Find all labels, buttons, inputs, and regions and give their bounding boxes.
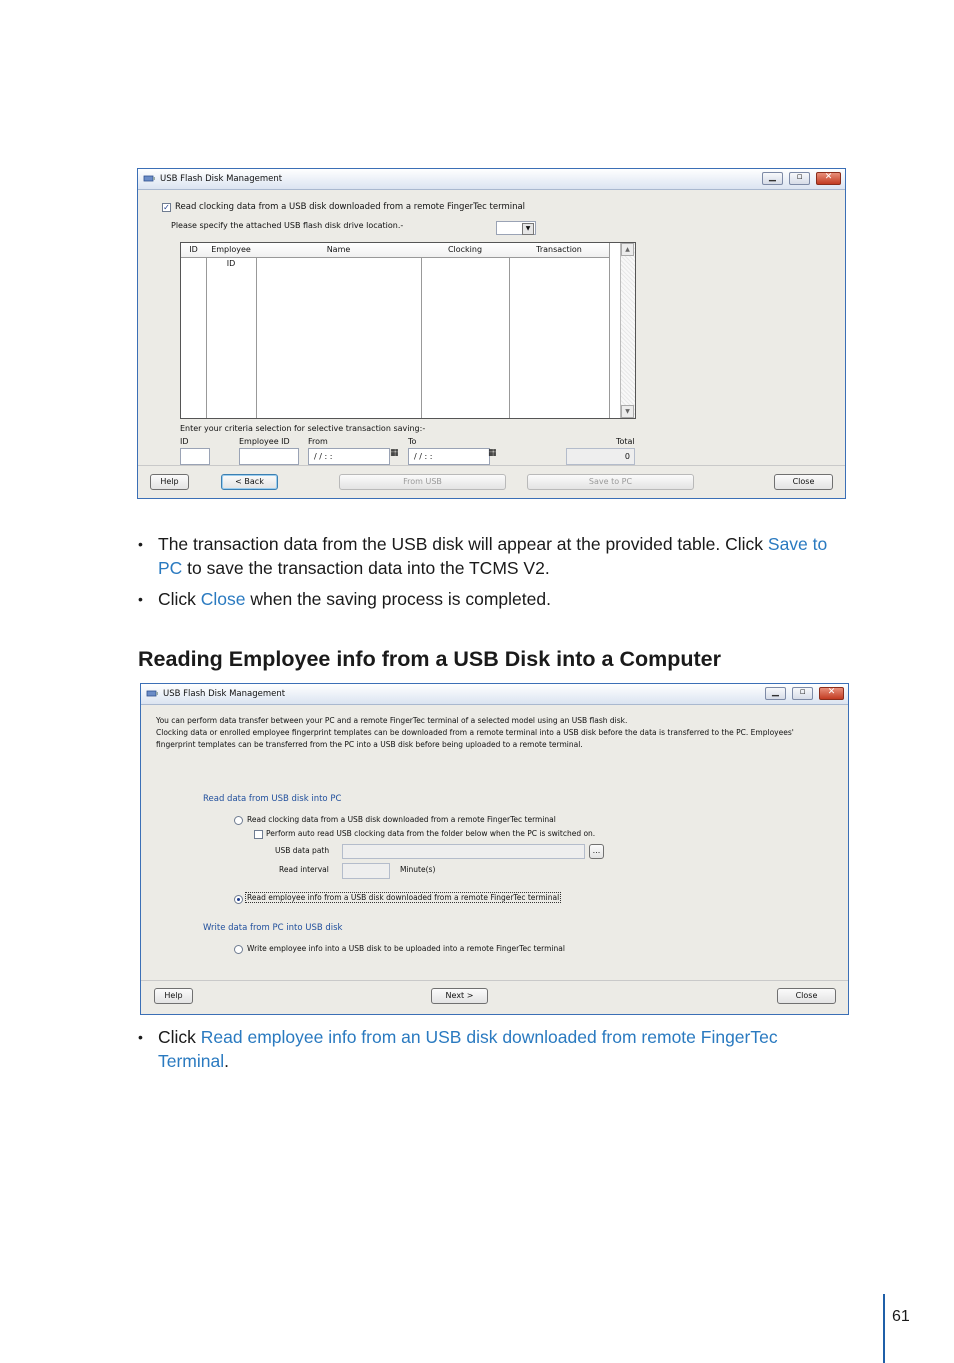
page-number-rule <box>883 1294 885 1363</box>
divider <box>138 465 845 466</box>
criteria-total-label: Total <box>616 437 635 446</box>
bullet-save-to-pc <box>138 532 848 580</box>
column-header-employee-id[interactable]: Employee ID <box>206 243 256 258</box>
title-bar <box>141 684 848 705</box>
criteria-employee-id-label: Employee ID <box>239 437 290 446</box>
auto-read-label: Perform auto read USB clocking data from the folder below when the PC is switched on. <box>266 829 596 838</box>
calendar-icon[interactable]: ▦ <box>488 448 497 458</box>
to-datetime-input[interactable]: / / : : <box>408 448 490 465</box>
read-interval-label: Read interval <box>279 865 329 874</box>
bullet-text: . <box>224 1051 230 1071</box>
from-datetime-input[interactable]: / / : : <box>308 448 390 465</box>
column-header-clocking[interactable]: Clocking <box>421 243 509 258</box>
bullet-icon: • <box>138 591 143 607</box>
bullet-text: Click <box>158 1027 201 1047</box>
radio-selected-dot <box>237 898 240 901</box>
criteria-to-label: To <box>408 437 417 446</box>
auto-read-checkbox[interactable] <box>254 830 263 839</box>
drive-prompt: Please specify the attached USB flash disk drive location.- <box>171 221 404 230</box>
column-header-id[interactable]: ID <box>181 243 206 258</box>
back-button[interactable]: < Back <box>221 474 278 490</box>
close-window-button[interactable] <box>816 172 841 185</box>
close-icon: ✕ <box>824 172 833 182</box>
read-interval-input[interactable] <box>342 863 390 879</box>
bullet-text: to save the transaction data into the TCMS V2. <box>182 558 550 578</box>
bullet-text: Click <box>158 589 201 609</box>
save-to-pc-button[interactable]: Save to PC <box>527 474 694 490</box>
minimize-icon: ▁ <box>769 172 776 182</box>
read-clocking-label: Read clocking data from a USB disk downloaded from a remote FingerTec terminal <box>175 202 526 212</box>
criteria-id-label: ID <box>180 437 189 446</box>
minimize-icon: ▁ <box>772 687 779 697</box>
intro-text-line2: Clocking data or enrolled employee fingerprint templates can be downloaded from a remote terminal into a USB disk before the data is transferred to the PC. Employees' <box>156 728 794 737</box>
section-heading: Reading Employee info from a USB Disk into a Computer <box>138 647 721 671</box>
next-button[interactable]: Next > <box>431 988 488 1004</box>
usb-data-path-label: USB data path <box>275 846 330 855</box>
intro-text-line1: You can perform data transfer between your PC and a remote FingerTec terminal of a selected model using an USB flash disk. <box>156 716 628 725</box>
title-bar <box>138 169 845 190</box>
drive-select[interactable] <box>496 221 536 235</box>
scroll-down-icon[interactable]: ▼ <box>621 405 634 418</box>
bullet-text: when the saving process is completed. <box>245 589 551 609</box>
browse-button[interactable]: ... <box>589 844 604 859</box>
read-clocking-checkbox[interactable]: ✓ <box>163 203 170 212</box>
minimize-button[interactable] <box>762 172 783 185</box>
usb-app-icon <box>146 688 159 699</box>
total-field: 0 <box>566 448 635 465</box>
close-icon: ✕ <box>827 687 836 697</box>
maximize-icon: ▫ <box>796 172 803 182</box>
bullet-icon: • <box>138 536 143 552</box>
transaction-table <box>180 242 636 419</box>
write-section-heading: Write data from PC into USB disk <box>203 923 343 933</box>
criteria-prompt: Enter your criteria selection for selective transaction saving:- <box>180 424 426 433</box>
table-scrollbar[interactable] <box>620 243 635 418</box>
column-header-name[interactable]: Name <box>256 243 421 258</box>
bullet-close <box>138 587 848 611</box>
save-to-pc-link[interactable]: Save to PC <box>158 534 828 578</box>
close-window-button[interactable] <box>819 687 844 700</box>
usb-data-path-input[interactable] <box>342 844 585 859</box>
close-button[interactable]: Close <box>774 474 833 490</box>
page-number: 61 <box>892 1308 910 1325</box>
usb-app-icon <box>143 173 156 184</box>
usb-flash-disk-window-1 <box>137 168 846 499</box>
from-usb-button[interactable]: From USB <box>339 474 506 490</box>
read-clocking-label: Read clocking data from a USB disk downloaded from a remote FingerTec terminal <box>247 815 556 824</box>
maximize-button[interactable] <box>792 687 813 700</box>
scroll-up-icon[interactable]: ▲ <box>621 243 634 256</box>
intro-text-line3: fingerprint templates can be transferred from the PC into a USB disk before being uploaded to a remote terminal. <box>156 740 583 749</box>
read-clocking-radio[interactable] <box>234 816 243 825</box>
read-employee-label: Read employee info from a USB disk downloaded from a remote FingerTec terminal <box>247 893 560 902</box>
bullet-icon: • <box>138 1029 143 1045</box>
divider <box>141 980 848 981</box>
calendar-icon[interactable]: ▦ <box>390 448 399 458</box>
read-section-heading: Read data from USB disk into PC <box>203 794 342 804</box>
minutes-label: Minute(s) <box>400 865 436 874</box>
write-employee-radio[interactable] <box>234 945 243 954</box>
maximize-button[interactable] <box>789 172 810 185</box>
maximize-icon: ▫ <box>799 687 806 697</box>
chevron-down-icon: ▼ <box>522 223 534 235</box>
read-employee-radio[interactable] <box>234 895 243 904</box>
minimize-button[interactable] <box>765 687 786 700</box>
employee-id-input[interactable] <box>239 448 299 465</box>
bullet-read-employee <box>138 1025 850 1073</box>
close-button[interactable]: Close <box>777 988 836 1004</box>
column-header-transaction[interactable]: Transaction <box>509 243 609 258</box>
window-title: USB Flash Disk Management <box>160 174 283 184</box>
window-title: USB Flash Disk Management <box>163 689 286 699</box>
criteria-from-label: From <box>308 437 328 446</box>
write-employee-label: Write employee info into a USB disk to be uploaded into a remote FingerTec terminal <box>247 944 565 953</box>
close-link[interactable]: Close <box>200 589 246 609</box>
usb-flash-disk-window-2 <box>140 683 849 1015</box>
help-button[interactable]: Help <box>154 988 193 1004</box>
bullet-text: The transaction data from the USB disk will appear at the provided table. Click <box>158 534 768 554</box>
read-employee-link[interactable]: Read employee info from an USB disk downloaded from remote FingerTec Terminal <box>158 1027 778 1071</box>
help-button[interactable]: Help <box>150 474 189 490</box>
id-input[interactable] <box>180 448 210 465</box>
